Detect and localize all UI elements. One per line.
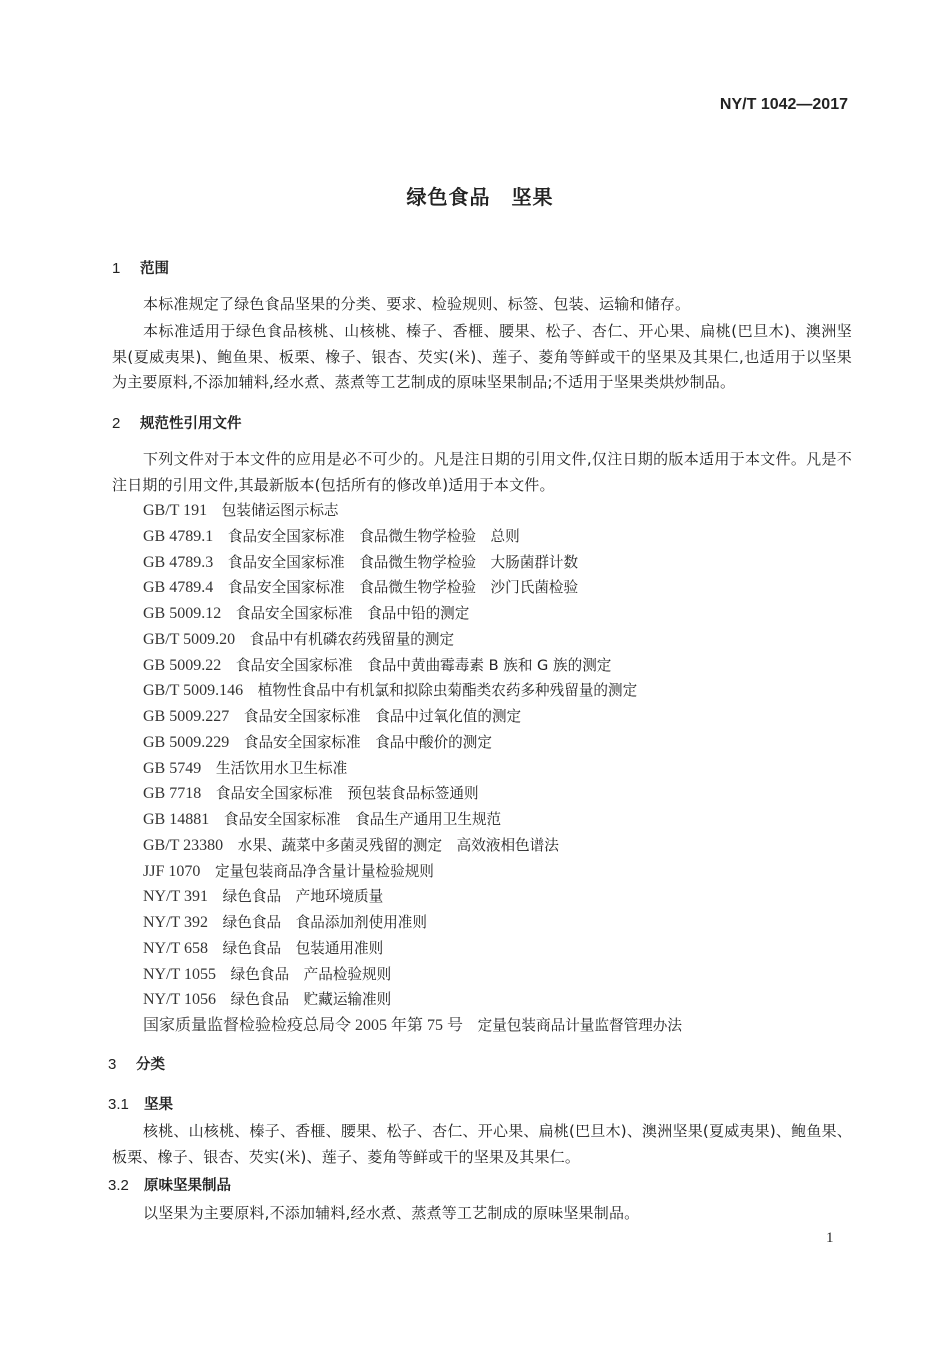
reference-title: 食品中有机磷农药残留量的测定 — [249, 630, 455, 648]
reference-title: 食品安全国家标准 食品微生物学检验 沙门氏菌检验 — [227, 579, 579, 597]
reference-code: GB 4789.1 — [143, 527, 214, 545]
reference-item — [143, 833, 682, 859]
reference-title: 水果、蔬菜中多菌灵残留的测定 高效液相色谱法 — [237, 836, 559, 854]
reference-code: NY/T 1055 — [143, 965, 217, 983]
reference-code: GB 5749 — [143, 759, 202, 777]
reference-code: NY/T 391 — [143, 888, 209, 906]
section-1-para-1: 本标准规定了绿色食品坚果的分类、要求、检验规则、标签、包装、运输和储存。 — [143, 295, 691, 313]
section-number: 3.1 — [108, 1096, 129, 1113]
reference-code: JJF 1070 — [143, 862, 201, 880]
reference-list — [143, 498, 682, 1039]
section-3-heading — [108, 1053, 165, 1074]
reference-title: 食品安全国家标准 食品微生物学检验 大肠菌群计数 — [227, 553, 579, 571]
reference-title: 植物性食品中有机氯和拟除虫菊酯类农药多种残留量的测定 — [257, 682, 638, 700]
reference-item — [143, 936, 682, 962]
reference-item — [143, 987, 682, 1013]
reference-title: 食品安全国家标准 食品中铅的测定 — [235, 605, 470, 622]
section-number: 3.2 — [108, 1177, 129, 1194]
reference-title: 定量包装商品计量监督管理办法 — [477, 1017, 682, 1034]
section-number: 2 — [112, 415, 121, 432]
reference-item — [143, 627, 682, 653]
reference-code: 国家质量监督检验检疫总局令 2005 年第 75 号 — [143, 1017, 464, 1034]
reference-item — [143, 550, 682, 576]
reference-item — [143, 962, 682, 988]
section-number: 1 — [112, 260, 121, 277]
reference-item — [143, 756, 682, 782]
reference-item — [143, 704, 682, 730]
reference-title: 定量包装商品净含量计量检验规则 — [214, 862, 434, 880]
reference-item — [143, 910, 682, 936]
section-title: 坚果 — [144, 1097, 173, 1113]
document-number: NY/T 1042—2017 — [719, 96, 848, 113]
reference-title: 食品安全国家标准 预包装食品标签通则 — [215, 785, 479, 803]
reference-item — [143, 1013, 682, 1039]
reference-code: GB/T 23380 — [143, 836, 224, 854]
section-title: 规范性引用文件 — [140, 416, 242, 432]
reference-item — [143, 653, 682, 679]
reference-item — [143, 524, 682, 550]
reference-title: 绿色食品 产品检验规则 — [230, 965, 392, 983]
reference-title: 食品安全国家标准 食品生产通用卫生规范 — [223, 811, 502, 828]
section-3-1-heading — [108, 1093, 173, 1114]
reference-code: NY/T 1056 — [143, 991, 217, 1009]
reference-title: 食品安全国家标准 食品中酸价的测定 — [243, 733, 492, 751]
reference-title: 食品安全国家标准 食品中过氧化值的测定 — [243, 708, 522, 725]
section-title: 分类 — [136, 1057, 165, 1073]
section-title: 原味坚果制品 — [144, 1178, 231, 1194]
section-3-2-para: 以坚果为主要原料,不添加辅料,经水煮、蒸煮等工艺制成的原味坚果制品。 — [143, 1204, 640, 1222]
section-3-2-heading — [108, 1174, 231, 1195]
reference-code: GB 14881 — [143, 811, 210, 828]
reference-title: 绿色食品 贮藏运输准则 — [230, 991, 392, 1009]
reference-item — [143, 730, 682, 756]
section-number: 3 — [108, 1056, 117, 1073]
section-1-para-2: 本标准适用于绿色食品核桃、山核桃、榛子、香榧、腰果、松子、杏仁、开心果、扁桃(巴旦木)、澳洲坚果(夏威夷果)、鲍鱼果、板栗、橡子、银杏、芡实(米)、莲子、菱角等鲜或干的坚果及其果仁,也适用于以坚果为主要原料,不添加辅料,经水煮、蒸煮等工艺制成的原味坚果制品;不适用于坚果类烘炒制品。 — [112, 322, 852, 392]
section-2-para: 下列文件对于本文件的应用是必不可少的。凡是注日期的引用文件,仅注日期的版本适用于本文件。凡是不注日期的引用文件,其最新版本(包括所有的修改单)适用于本文件。 — [112, 450, 852, 494]
reference-code: GB/T 191 — [143, 502, 208, 519]
reference-title: 绿色食品 产地环境质量 — [222, 888, 384, 906]
reference-title: 食品安全国家标准 食品中黄曲霉毒素 B 族和 G 族的测定 — [235, 656, 612, 674]
section-title: 范围 — [140, 261, 169, 277]
reference-title: 包装储运图示标志 — [221, 502, 339, 519]
reference-title: 生活饮用水卫生标准 — [215, 759, 348, 777]
reference-item — [143, 781, 682, 807]
reference-item — [143, 575, 682, 601]
reference-code: GB 5009.229 — [143, 733, 230, 751]
reference-code: GB 7718 — [143, 785, 202, 803]
reference-code: GB 5009.12 — [143, 605, 222, 622]
document-title: 绿色食品 坚果 — [406, 185, 554, 209]
reference-item — [143, 498, 682, 524]
page-number: 1 — [826, 1230, 834, 1246]
reference-code: GB 5009.22 — [143, 656, 222, 674]
reference-code: GB/T 5009.20 — [143, 630, 236, 648]
reference-title: 绿色食品 包装通用准则 — [222, 939, 384, 957]
reference-code: GB 4789.3 — [143, 553, 214, 571]
reference-code: GB 5009.227 — [143, 708, 230, 725]
reference-item — [143, 884, 682, 910]
section-2-heading — [112, 412, 242, 433]
reference-code: NY/T 658 — [143, 939, 209, 957]
reference-item — [143, 678, 682, 704]
reference-title: 食品安全国家标准 食品微生物学检验 总则 — [227, 527, 520, 545]
reference-code: GB 4789.4 — [143, 579, 214, 597]
reference-title: 绿色食品 食品添加剂使用准则 — [222, 914, 427, 931]
reference-code: NY/T 392 — [143, 914, 209, 931]
reference-item — [143, 601, 682, 627]
reference-item — [143, 859, 682, 885]
reference-item — [143, 807, 682, 833]
section-3-1-para: 核桃、山核桃、榛子、香榧、腰果、松子、杏仁、开心果、扁桃(巴旦木)、澳洲坚果(夏威夷果)、鲍鱼果、板栗、橡子、银杏、芡实(米)、莲子、菱角等鲜或干的坚果及其果仁。 — [112, 1122, 852, 1166]
reference-code: GB/T 5009.146 — [143, 682, 244, 700]
section-1-heading — [112, 257, 169, 278]
